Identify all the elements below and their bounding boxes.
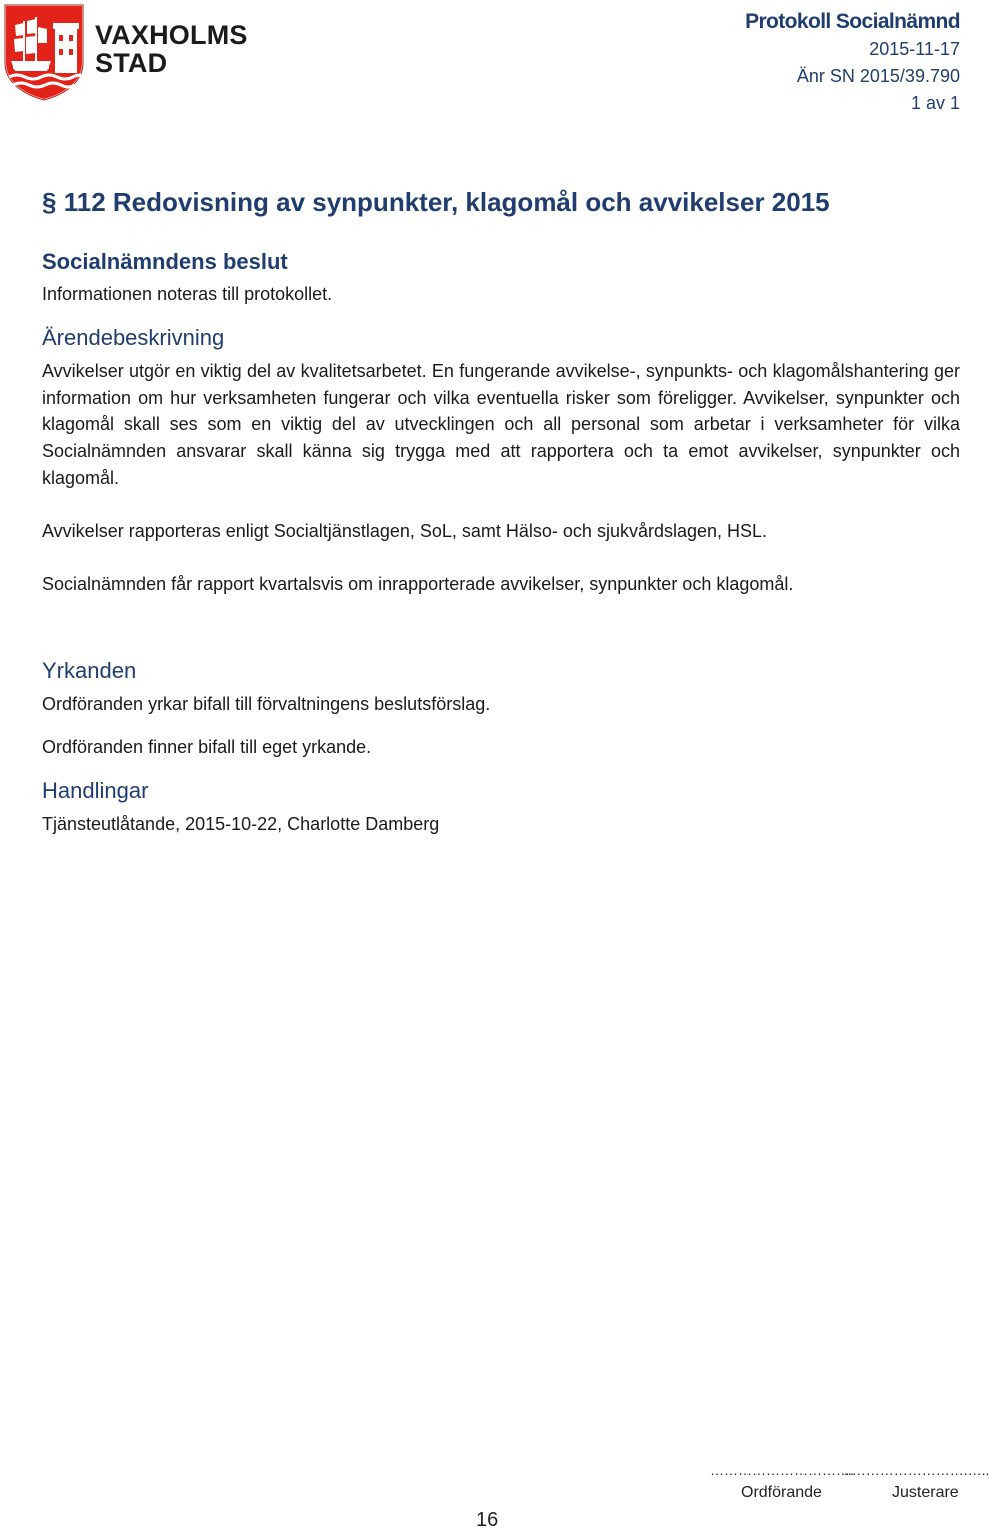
decision-heading: Socialnämndens beslut [42, 249, 288, 274]
municipality-name [95, 21, 248, 77]
municipality-logo [3, 3, 263, 103]
claims-heading: Yrkanden [42, 658, 137, 683]
signature-block [700, 1462, 989, 1522]
paragraph-title-text: 112 Redovisning av synpunkter, klagomål och avvikelser 2015 [63, 187, 830, 217]
document-title: Protokoll Socialnämnd [745, 10, 960, 33]
description-paragraph-2: Avvikelser rapporteras enligt Socialtjänstlagen, SoL, samt Hälso- och sjukvårdslagen, HSL. [42, 521, 768, 541]
claims-text-2: Ordföranden finner bifall till eget yrkande. [42, 737, 372, 757]
documents-text: Tjänsteutlåtande, 2015-10-22, Charlotte Damberg [42, 814, 440, 834]
chair-signature-line: …………………………. [710, 1462, 854, 1478]
description-paragraph-1: Avvikelser utgör en viktig del av kvalitetsarbetet. En fungerande avvikelse-, synpunkts- och klagomålshantering ger information om hur verksamheten fungerar och vilka eventuella risker som föreligger. Avvikelser, synpunkter och klagomål skall ses som en viktig del av utvecklingen och all personal som arbetar i verksamheter för vilka Socialnämnden ansvarar skall känna sig trygga med att rapportera och ta emot avvikelser, synpunkter och klagomål. [42, 361, 960, 488]
municipality-name-line2: STAD [95, 48, 168, 78]
meeting-date: 2015-11-17 [869, 39, 960, 59]
claims-text-1: Ordföranden yrkar bifall till förvaltningens beslutsförslag. [42, 694, 491, 714]
documents-heading: Handlingar [42, 778, 149, 803]
adjuster-signature-line: ..…………………….….. [844, 1462, 989, 1478]
chair-label: Ordförande [741, 1484, 822, 1501]
description-heading: Ärendebeskrivning [42, 325, 225, 350]
decision-text: Informationen noteras till protokollet. [42, 284, 333, 304]
document-meta [745, 8, 960, 117]
description-paragraph-3: Socialnämnden får rapport kvartalsvis om inrapporterade avvikelser, synpunkter och klagomål. [42, 574, 794, 594]
page-number: 16 [476, 1509, 499, 1531]
coat-of-arms-icon [3, 3, 85, 101]
paragraph-sign: § [42, 187, 57, 217]
page-of: 1 av 1 [910, 93, 960, 113]
municipality-name-line1: VAXHOLMS [95, 20, 248, 50]
adjuster-label: Justerare [892, 1484, 959, 1501]
paragraph-title [42, 187, 830, 218]
case-number: Änr SN 2015/39.790 [796, 66, 960, 86]
